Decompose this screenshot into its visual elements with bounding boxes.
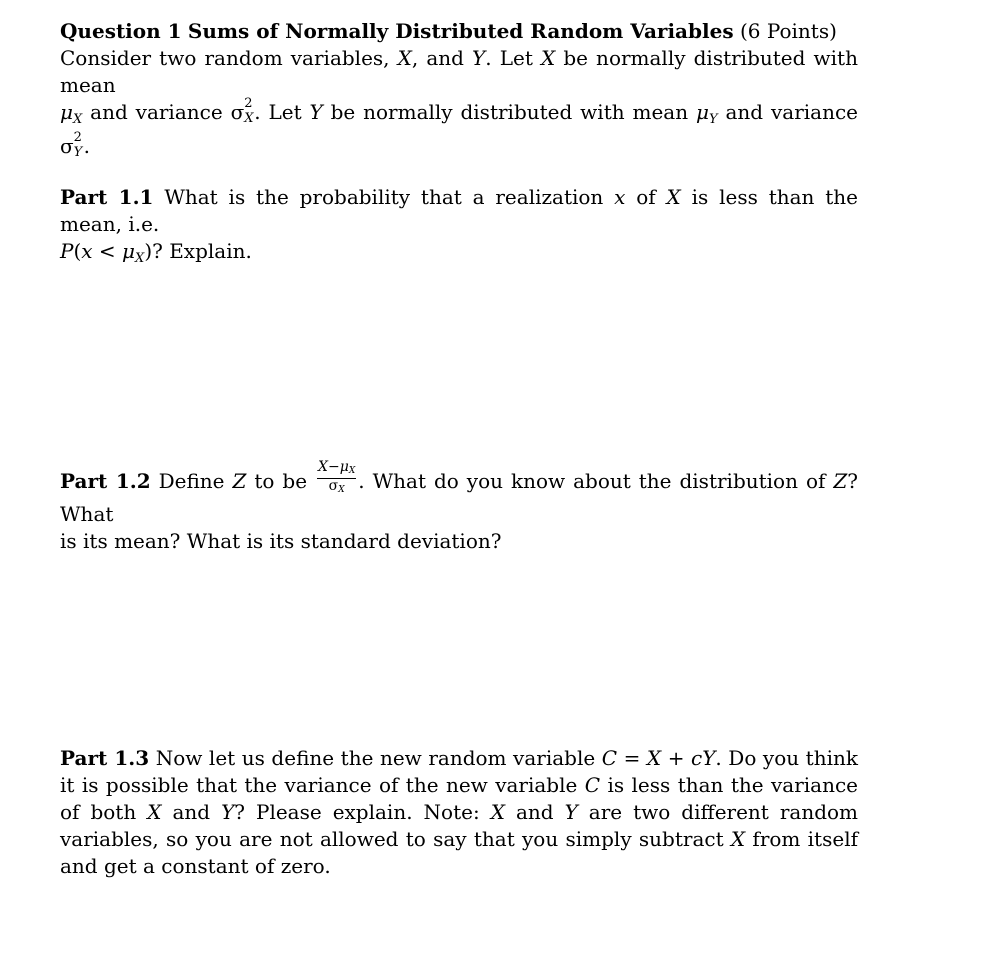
intro-text: . <box>83 134 91 158</box>
intro-text: . Let <box>485 46 541 70</box>
var-x: X <box>730 827 746 851</box>
subscript-y: Y <box>73 145 83 160</box>
sup-sub <box>244 96 254 126</box>
var-cy: cY <box>691 746 716 770</box>
var-z: Z <box>833 469 848 493</box>
question-points: (6 Points) <box>739 19 837 43</box>
part-text: from itself and get a constant of zero. <box>60 827 858 878</box>
var-y: Y <box>472 46 486 70</box>
var-x: X <box>540 46 556 70</box>
fraction-numerator: X−μ <box>318 459 349 475</box>
part-1-3-label: Part 1.3 <box>60 746 150 770</box>
part-1-2 <box>60 459 859 555</box>
var-x: X <box>490 800 505 824</box>
problem-sheet <box>60 18 858 880</box>
intro-text: , and <box>411 46 473 70</box>
subscript-x: X <box>338 485 345 495</box>
intro-text: be normally distributed with mean <box>60 46 858 97</box>
less-than: < <box>92 239 123 263</box>
var-x-lower: x <box>81 239 93 263</box>
part-text: to be <box>246 469 316 493</box>
plus: + <box>661 746 691 770</box>
part-text: are two different random variables, so you are not allowed to say that you simply subtract <box>60 800 859 851</box>
equals: = <box>617 746 647 770</box>
question-label: Question 1 <box>60 19 182 43</box>
part-text: ( <box>73 239 82 263</box>
intro-text: . Let <box>254 100 310 124</box>
subscript-x: X <box>135 251 145 266</box>
prob-symbol: P <box>60 239 74 263</box>
part-1-2-label: Part 1.2 <box>60 469 151 493</box>
part-text: ? What <box>60 469 859 526</box>
var-c: C <box>601 746 618 770</box>
var-c: C <box>584 773 601 797</box>
part-1-1-label: Part 1.1 <box>60 185 154 209</box>
intro-text: and variance <box>717 100 859 124</box>
var-x: X <box>646 746 662 770</box>
question-intro <box>60 18 858 160</box>
mu-symbol: μ <box>696 100 710 124</box>
sigma-symbol: σ <box>60 134 74 158</box>
subscript-x: X <box>73 112 83 127</box>
sigma-symbol: σ <box>230 100 245 124</box>
intro-text: and variance <box>82 100 231 124</box>
mu-symbol: μ <box>122 239 136 263</box>
part-text: Define <box>158 469 233 493</box>
var-x: X <box>397 46 412 70</box>
var-z: Z <box>232 469 247 493</box>
part-text: Now let us define the new random variable <box>155 746 602 770</box>
part-text: ? Please explain. Note: <box>234 800 491 824</box>
subscript-x: X <box>348 466 356 476</box>
z-fraction <box>317 460 356 497</box>
part-text: What is the probability that a realization <box>164 185 615 209</box>
part-text: and <box>504 800 565 824</box>
part-text: . What do you know about the distribution of <box>358 469 834 493</box>
var-y: Y <box>221 800 235 824</box>
part-text: of <box>625 185 667 209</box>
mu-symbol: μ <box>60 100 73 124</box>
part-text: is its mean? What is its standard deviation? <box>60 529 502 553</box>
subscript-y: Y <box>709 112 718 127</box>
var-x: X <box>666 185 681 209</box>
fraction-denominator: σ <box>328 478 339 494</box>
part-text: is less than the variance of both <box>60 773 858 824</box>
question-title: Sums of Normally Distributed Random Variables <box>187 19 734 43</box>
superscript-2: 2 <box>73 130 82 145</box>
intro-text: Consider two random variables, <box>60 46 398 70</box>
part-text: is less than the mean, i.e. <box>60 185 858 236</box>
subscript-x: X <box>244 111 254 126</box>
intro-text: be normally distributed with mean <box>322 100 697 124</box>
part-text: . Do you think it is possible that the variance of the new variable <box>60 746 858 797</box>
var-y: Y <box>309 100 323 124</box>
var-y: Y <box>564 800 578 824</box>
part-1-1 <box>60 184 858 272</box>
part-1-3 <box>60 745 858 880</box>
superscript-2: 2 <box>244 96 253 111</box>
part-text: and <box>161 800 222 824</box>
var-x-lower: x <box>614 185 626 209</box>
sup-sub <box>73 130 84 160</box>
var-x: X <box>147 800 162 824</box>
part-text: )? Explain. <box>144 239 252 263</box>
